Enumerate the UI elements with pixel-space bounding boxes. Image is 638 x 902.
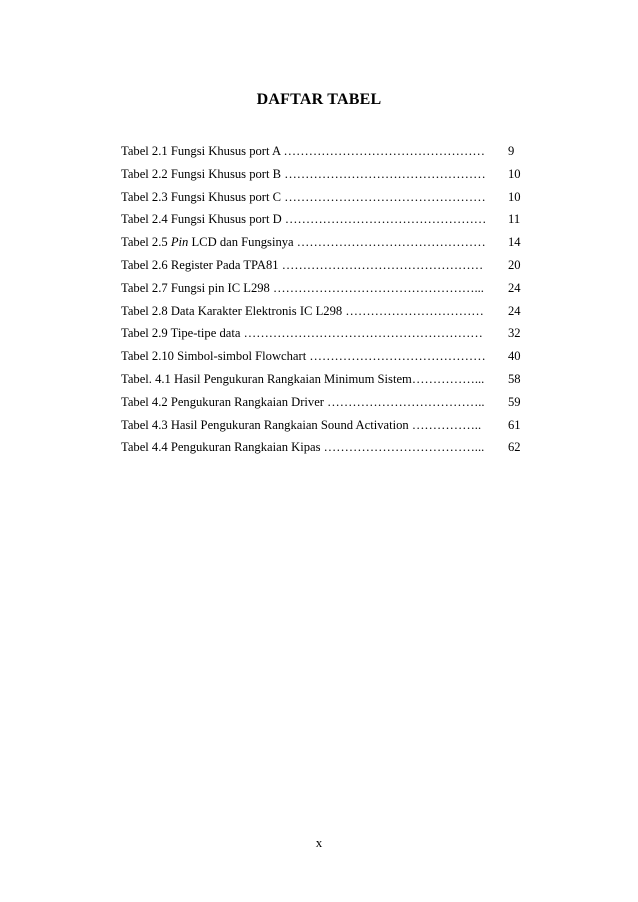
table-entry[interactable] [121,370,521,393]
table-entry-page: 9 [508,144,515,158]
table-entry-page: 32 [508,326,521,341]
table-entry-page: 10 [508,166,521,181]
dot-leader: ………………………………………………… [243,326,483,341]
dot-leader: ……………………………….. [327,394,485,409]
table-entry[interactable] [121,438,521,461]
table-entry-page: 11 [508,212,521,227]
dot-leader: …………………………………… [309,349,486,364]
dot-leader: ………………………………... [323,440,485,455]
table-entry-label: Tabel 2.9 Tipe-tipe data ………………………………………………… [121,326,483,341]
table-entry-label: Tabel 4.4 Pengukuran Rangkaian Kipas ………………………………... [121,440,485,455]
dot-leader: ………………………………………… [284,212,487,227]
table-entry-label: Tabel 2.8 Data Karakter Elektronis IC L298 …………………………… [121,303,484,318]
table-entry-page: 14 [508,235,521,250]
table-entry[interactable] [121,256,521,279]
dot-leader: …………………………… [345,303,484,318]
table-entry-page: 58 [508,371,521,386]
table-entry-page: 24 [508,280,521,295]
dot-leader: ……………... [411,371,485,386]
table-entry[interactable] [121,142,521,165]
table-entry[interactable] [121,324,521,347]
table-entry[interactable] [121,393,521,416]
table-entry-label: Tabel 2.4 Fungsi Khusus port D ………………………………………… [121,212,487,227]
table-entry-label: Tabel 2.6 Register Pada TPA81 ………………………………………… [121,257,484,272]
page-number: x [315,835,323,850]
table-entry[interactable] [121,347,521,370]
table-entry[interactable] [121,302,521,325]
table-entry[interactable] [121,233,521,256]
table-entry-page: 24 [508,303,521,318]
table-entry-page: 10 [508,189,521,204]
table-entry-label: Tabel 2.1 Fungsi Khusus port A ………………………………………… [121,144,485,158]
dot-leader: ………………………………………… [284,166,486,181]
dot-leader: ……………………………………… [296,235,486,250]
dot-leader: ………………………………………… [283,144,485,158]
table-entry-label: Tabel 4.3 Hasil Pengukuran Rangkaian Sound Activation …………….. [121,417,482,432]
dot-leader: …………….. [411,417,482,432]
table-entry-label: Tabel 2.3 Fungsi Khusus port C ………………………………………… [121,189,486,204]
table-entry-page: 61 [508,417,521,432]
dot-leader: ………………………………………… [284,189,486,204]
page-title: DAFTAR TABEL [256,91,382,108]
dot-leader: ………………………………………… [281,257,484,272]
table-entry-page: 59 [508,394,521,409]
table-entry[interactable] [121,279,521,302]
table-entry-page: 20 [508,257,521,272]
table-entry-label: Tabel 2.7 Fungsi pin IC L298 …………………………………………... [121,280,484,295]
table-entry-label: Tabel 2.5 Pin LCD dan Fungsinya ……………………………………… [121,235,486,250]
table-entry[interactable] [121,165,521,188]
table-entry[interactable] [121,188,521,211]
dot-leader: …………………………………………... [273,280,484,295]
table-entry-page: 40 [508,349,521,364]
table-entry-page: 62 [508,440,521,455]
table-list [121,142,521,461]
table-entry-label: Tabel 2.2 Fungsi Khusus port B ………………………………………… [121,166,486,181]
table-entry[interactable] [121,210,521,233]
table-entry-label: Tabel 2.10 Simbol-simbol Flowchart …………………………………… [121,349,486,364]
table-entry-label: Tabel 4.2 Pengukuran Rangkaian Driver ……………………………….. [121,394,485,409]
table-entry-label: Tabel. 4.1 Hasil Pengukuran Rangkaian Minimum Sistem……………... [121,371,485,386]
table-entry[interactable] [121,416,521,439]
